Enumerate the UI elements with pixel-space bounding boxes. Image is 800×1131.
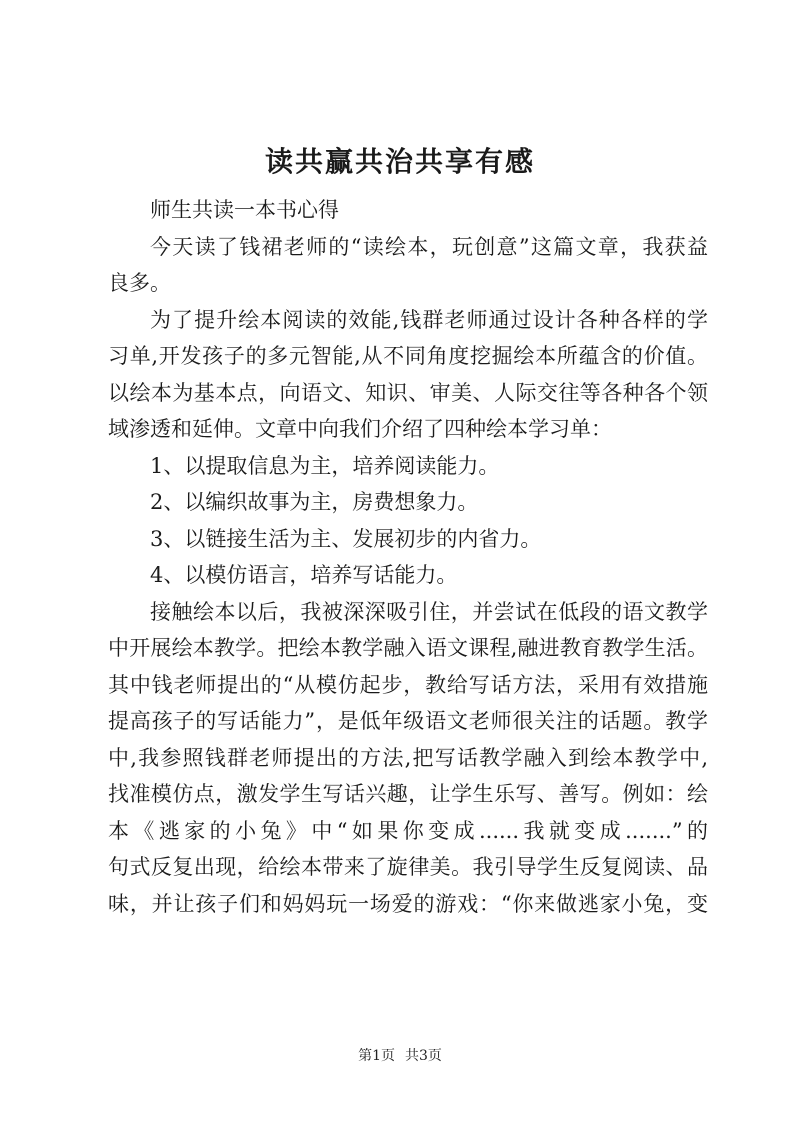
body-line: 4、以模仿语言，培养写话能力。: [150, 563, 458, 587]
body-line: 中开展绘本教学。把绘本教学融入语文课程,融进教育教学生活。: [108, 636, 708, 660]
body-line: 域渗透和延伸。文章中向我们介绍了四种绘本学习单：: [108, 417, 612, 441]
body-line: 3、以链接生活为主、发展初步的内省力。: [150, 526, 542, 551]
body-line: 味，并让孩子们和妈妈玩一场爱的游戏：“你来做逃家小兔，变: [108, 891, 708, 916]
body-line: 2、以编织故事为主，房费想象力。: [150, 490, 479, 514]
page-footer: [0, 1045, 800, 1065]
body-line: 本《逃家的小兔》中“如果你变成......我就变成.......”的: [108, 818, 708, 843]
page-total: 共3页: [405, 1048, 442, 1064]
body-line: 其中钱老师提出的“从模仿起步，教给写话方法，采用有效措施: [108, 672, 708, 697]
body-line: 接触绘本以后，我被深深吸引住，并尝试在低段的语文教学: [150, 599, 708, 624]
body-line: 1、以提取信息为主，培养阅读能力。: [150, 453, 500, 478]
body-line: 良多。: [108, 271, 171, 295]
body-line: 找准模仿点，激发学生写话兴趣，让学生乐写、善写。例如：绘: [108, 782, 708, 806]
body-line: 以绘本为基本点，向语文、知识、审美、人际交往等各种各个领: [108, 380, 708, 405]
body-line: 师生共读一本书心得: [150, 198, 339, 222]
body-line: 为了提升绘本阅读的效能,钱群老师通过设计各种各样的学: [150, 307, 708, 332]
body-line: 中,我参照钱群老师提出的方法,把写话教学融入到绘本教学中,: [108, 745, 708, 770]
body-line: 今天读了钱裙老师的“读绘本，玩创意”这篇文章，我获益: [150, 234, 708, 259]
body-line: 提高孩子的写话能力”，是低年级语文老师很关注的话题。教学: [108, 709, 708, 733]
body-line: 习单,开发孩子的多元智能,从不同角度挖掘绘本所蕴含的价值。: [108, 344, 708, 368]
page-number: 第1页: [358, 1048, 395, 1064]
body-line: 句式反复出现，给绘本带来了旋律美。我引导学生反复阅读、品: [108, 855, 708, 879]
document-body: [108, 192, 708, 922]
document-title: 读共赢共治共享有感: [264, 145, 535, 178]
